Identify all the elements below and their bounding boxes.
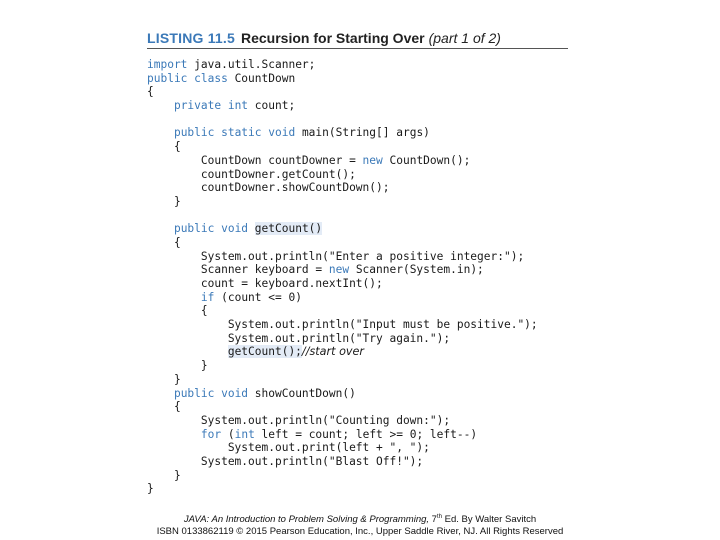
code-line xyxy=(147,428,538,442)
code-line xyxy=(147,250,538,264)
code-keyword: new xyxy=(328,263,350,277)
code-text: { xyxy=(147,400,181,414)
code-keyword: int xyxy=(234,427,255,441)
code-keyword: for xyxy=(200,427,222,441)
code-line xyxy=(147,99,538,113)
code-line xyxy=(147,209,538,223)
code-text: { xyxy=(147,304,208,318)
code-text xyxy=(147,387,174,400)
listing-part: (part 1 of 2) xyxy=(428,30,501,46)
code-line xyxy=(147,113,538,127)
footer-edition-suffix: th xyxy=(436,514,442,520)
code-line xyxy=(147,85,538,99)
code-text xyxy=(147,345,228,358)
code-line xyxy=(147,58,538,72)
code-listing xyxy=(147,58,538,496)
code-text: CountDown xyxy=(227,71,296,85)
footer-copyright: ISBN 0133862119 © 2015 Pearson Education, Inc., Upper Saddle River, NJ. All Rights Reserved xyxy=(156,526,564,537)
code-line xyxy=(147,359,538,373)
code-text xyxy=(248,222,255,235)
code-text: System.out.println("Blast Off!"); xyxy=(147,454,424,468)
footer-citation xyxy=(0,514,720,525)
code-text: count; xyxy=(248,99,296,113)
footer-edition-author: Ed. By Walter Savitch xyxy=(441,514,537,526)
header-divider xyxy=(147,48,568,49)
code-line xyxy=(147,236,538,250)
code-line xyxy=(147,72,538,86)
code-line xyxy=(147,373,538,387)
code-line xyxy=(147,318,538,332)
code-highlight: getCount(); xyxy=(227,345,302,359)
code-text: left = count; left >= 0; left--) xyxy=(254,427,478,441)
code-line xyxy=(147,400,538,414)
code-text xyxy=(147,222,174,235)
code-keyword: if xyxy=(200,290,215,304)
code-text: showCountDown() xyxy=(248,386,356,400)
code-text: CountDown countDowner = xyxy=(147,153,363,167)
code-text: main(String[] args) xyxy=(295,126,430,140)
code-line xyxy=(147,291,538,305)
code-line xyxy=(147,414,538,428)
code-text: System.out.println("Input must be positive."); xyxy=(147,318,538,332)
footer-edition-number: 7 xyxy=(429,514,437,526)
code-text xyxy=(147,99,174,112)
code-text: { xyxy=(147,235,181,249)
code-text: java.util.Scanner; xyxy=(187,58,316,71)
code-text: { xyxy=(147,85,154,99)
code-keyword: public void xyxy=(173,386,249,400)
code-keyword: new xyxy=(362,153,383,167)
code-line xyxy=(147,126,538,140)
code-line xyxy=(147,263,538,277)
code-line xyxy=(147,154,538,168)
listing-title: Recursion for Starting Over xyxy=(241,30,425,46)
code-line xyxy=(147,455,538,469)
code-line xyxy=(147,482,538,496)
code-line xyxy=(147,387,538,401)
code-line xyxy=(147,181,538,195)
code-keyword: public class xyxy=(147,71,228,85)
code-text: Scanner keyboard = xyxy=(147,263,329,277)
code-keyword: public void xyxy=(173,222,249,236)
code-line xyxy=(147,222,538,236)
code-line xyxy=(147,441,538,455)
code-text: { xyxy=(147,140,181,154)
code-text: countDowner.getCount(); xyxy=(147,167,356,181)
footer-book-title: JAVA: An Introduction to Problem Solving & Programming, xyxy=(183,514,430,526)
code-text: System.out.println("Enter a positive integer:"); xyxy=(147,249,525,263)
code-text: CountDown(); xyxy=(382,153,471,167)
code-comment: //start over xyxy=(301,345,365,359)
code-line xyxy=(147,332,538,346)
code-highlight: getCount() xyxy=(254,222,323,236)
code-keyword: private int xyxy=(173,99,249,113)
code-text: ( xyxy=(221,427,235,441)
code-line xyxy=(147,140,538,154)
listing-label: LISTING 11.5 xyxy=(147,30,235,46)
code-text xyxy=(147,428,201,441)
code-text: } xyxy=(147,482,154,496)
code-line xyxy=(147,195,538,209)
code-text: } xyxy=(147,468,181,482)
code-line xyxy=(147,304,538,318)
code-line xyxy=(147,277,538,291)
code-keyword: import xyxy=(147,58,188,71)
code-line xyxy=(147,469,538,483)
code-text: System.out.print(left + ", "); xyxy=(147,441,430,455)
code-text: System.out.println("Try again."); xyxy=(147,331,451,345)
code-line xyxy=(147,345,538,359)
code-text: } xyxy=(147,194,181,208)
code-text: Scanner(System.in); xyxy=(349,263,484,277)
code-line xyxy=(147,168,538,182)
code-text: } xyxy=(147,372,181,386)
code-keyword: public static void xyxy=(173,126,296,140)
code-text: System.out.println("Counting down:"); xyxy=(147,413,451,427)
code-text: countDowner.showCountDown(); xyxy=(147,181,390,195)
code-text: (count <= 0) xyxy=(214,290,302,304)
code-text xyxy=(147,291,201,304)
listing-header xyxy=(147,30,568,48)
code-text: } xyxy=(147,359,208,373)
code-text: count = keyboard.nextInt(); xyxy=(147,277,383,290)
code-text xyxy=(147,126,174,139)
